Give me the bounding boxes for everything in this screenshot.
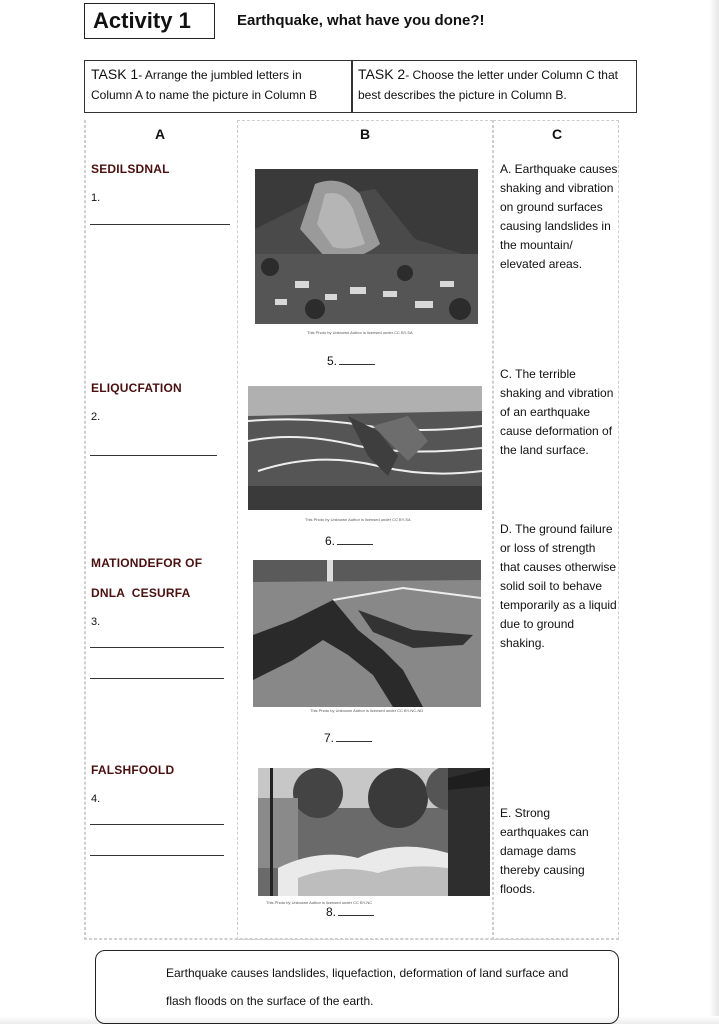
answer-line-3b[interactable] <box>90 678 224 679</box>
description-d: D. The ground failure or loss of strength that causes otherwise solid soil to behave temporarily as a liquid due to ground shaking. <box>500 522 617 650</box>
photo-credit-2: This Photo by Unknown Author is licensed under CC BY-SA <box>305 517 411 522</box>
column-c-header: C <box>552 126 563 142</box>
answer-line-2[interactable] <box>90 455 217 456</box>
column-b-header: B <box>360 126 371 142</box>
item-number-1: 1. <box>91 192 101 204</box>
column-a-border <box>84 120 86 940</box>
answer-line-4b[interactable] <box>90 855 224 856</box>
task-1-box <box>84 60 353 113</box>
answer-blank-8[interactable] <box>326 905 374 919</box>
photo-credit-1: This Photo by Unknown Author is licensed under CC BY-SA <box>307 330 413 335</box>
answer-blank-5[interactable] <box>327 354 375 368</box>
flash-flood-photo <box>258 768 490 896</box>
description-c: C. The terrible shaking and vibration of an earthquake cause deformation of the land surface. <box>500 367 614 457</box>
photo-credit-3: This Photo by Unknown Author is licensed under CC BY-NC-ND <box>310 708 424 713</box>
page-edge-shadow <box>709 0 719 1024</box>
jumbled-word-3a: MATIONDEFOR OF <box>91 556 203 570</box>
task-2-label: TASK 2 <box>358 66 406 82</box>
jumbled-word-1: SEDILSDNAL <box>91 162 170 176</box>
blank-label-6: 6. <box>325 534 336 548</box>
answer-line-1[interactable] <box>90 224 230 225</box>
deformation-photo <box>253 560 481 707</box>
table-bottom-border <box>84 938 619 940</box>
photo-credit-4: This Photo by Unknown Author is licensed under CC BY-NC <box>266 900 373 905</box>
answer-blank-7[interactable] <box>324 731 372 745</box>
blank-label-7: 7. <box>324 731 335 745</box>
blank-label-5: 5. <box>327 354 338 368</box>
landslide-photo <box>255 169 478 324</box>
task-2-text: - Choose the letter under Column C that best describes the picture in Column B. <box>358 68 618 102</box>
activity-label: Activity 1 <box>84 3 215 39</box>
summary-line-2: flash floods on the surface of the earth. <box>166 994 374 1008</box>
task-2-box <box>351 60 637 113</box>
column-a-header: A <box>155 126 166 142</box>
blank-label-8: 8. <box>326 905 337 919</box>
summary-box <box>95 950 619 1024</box>
page-title: Earthquake, what have you done?! <box>237 12 485 29</box>
answer-blank-6[interactable] <box>325 534 373 548</box>
task-1-text: - Arrange the jumbled letters in Column A to name the picture in Column B <box>91 68 318 102</box>
answer-line-3a[interactable] <box>90 647 224 648</box>
jumbled-word-3b: DNLA CESURFA <box>91 586 191 600</box>
task-1-label: TASK 1 <box>91 66 139 82</box>
item-number-3: 3. <box>91 616 101 628</box>
liquefaction-photo <box>248 386 482 510</box>
item-number-2: 2. <box>91 411 101 423</box>
jumbled-word-2: ELIQUCFATION <box>91 381 182 395</box>
description-a: A. Earthquake causes shaking and vibration on ground surfaces causing landslides in the mountain/ elevated areas. <box>500 162 618 271</box>
summary-line-1: Earthquake causes landslides, liquefaction, deformation of land surface and <box>166 966 569 980</box>
answer-line-4a[interactable] <box>90 824 224 825</box>
description-e: E. Strong earthquakes can damage dams thereby causing floods. <box>500 806 589 896</box>
item-number-4: 4. <box>91 793 101 805</box>
jumbled-word-4: FALSHFOOLD <box>91 763 175 777</box>
